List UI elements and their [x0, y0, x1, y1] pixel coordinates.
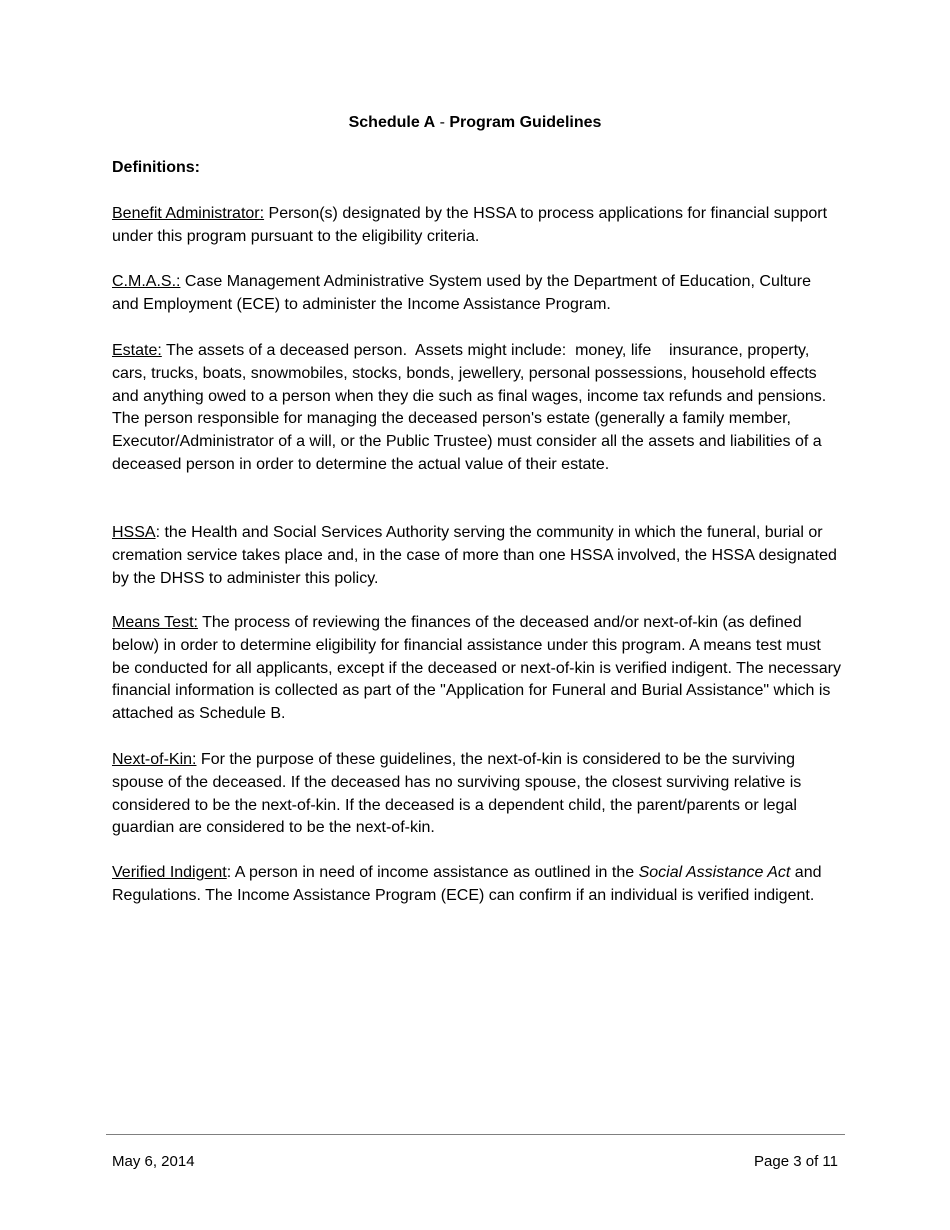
definition-text: Case Management Administrative System used by the Department of Education, Culture and Employment (ECE) to administer the Income Assistance Program. [112, 273, 811, 313]
definition-benefit-administrator [112, 203, 842, 249]
definition-text: For the purpose of these guidelines, the next-of-kin is considered to be the surviving spouse of the deceased. If the deceased has no surviving spouse, the closest surviving relative is considered to be the next-of-kin. If the deceased is a dependent child, the parent/parents or legal guardian are considered to be the next-of-kin. [112, 751, 802, 837]
definition-text: Person(s) designated by the HSSA to process applications for financial support under this program pursuant to the eligibility criteria. [112, 205, 828, 245]
definition-term: Next-of-Kin: [112, 751, 197, 768]
title-part-2: Program Guidelines [449, 114, 602, 131]
definition-text: : A person in need of income assistance as outlined in the [226, 864, 639, 881]
definition-term: Estate: [112, 342, 162, 359]
definition-term: Verified Indigent [112, 864, 227, 881]
definition-estate [112, 340, 842, 477]
footer-page-number: Page 3 of 11 [754, 1153, 838, 1170]
definition-term: Benefit Administrator: [112, 205, 265, 222]
title-part-1: Schedule A [348, 114, 436, 131]
definition-hssa [112, 522, 842, 590]
definition-text: The process of reviewing the finances of the deceased and/or next-of-kin (as defined below) in order to determine eligibility for financial assistance under this program. A means test must be conducted for all applicants, except if the deceased or next-of-kin is verified indigent. The necessary financial information is collected as part of the "Application for Funeral and Burial Assistance" which is attached as Schedule B. [112, 614, 842, 723]
definition-term: Means Test: [112, 614, 198, 631]
definition-term: HSSA [112, 524, 156, 541]
definition-verified-indigent [112, 862, 842, 908]
definition-text: : the Health and Social Services Authority serving the community in which the funeral, burial or cremation service takes place and, in the case of more than one HSSA involved, the HSSA designated by the DHSS to administer this policy. [112, 524, 837, 587]
definition-next-of-kin [112, 749, 842, 840]
page-title [0, 112, 950, 134]
definition-cmas [112, 271, 842, 317]
title-separator: - [435, 114, 450, 131]
footer-divider [106, 1134, 845, 1135]
definition-text: The assets of a deceased person. Assets might include: money, life insurance, property, cars, trucks, boats, snowmobiles, stocks, bonds, jewellery, personal possessions, household effects and anything owed to a person when they die such as final wages, income tax refunds and pensions. The person responsible for managing the deceased person's estate (generally a family member, Executor/Administrator of a will, or the Public Trustee) must consider all the assets and liabilities of a deceased person in order to determine the actual value of their estate. [112, 342, 831, 473]
definition-means-test [112, 612, 842, 726]
definition-text-continued: and Regulations. The Income Assistance Program (ECE) can confirm if an individual is verified indigent. [112, 864, 822, 904]
act-name: Social Assistance Act [638, 864, 791, 881]
definition-term: C.M.A.S.: [112, 273, 181, 290]
footer-date: May 6, 2014 [112, 1153, 195, 1170]
definitions-heading: Definitions: [112, 159, 200, 176]
